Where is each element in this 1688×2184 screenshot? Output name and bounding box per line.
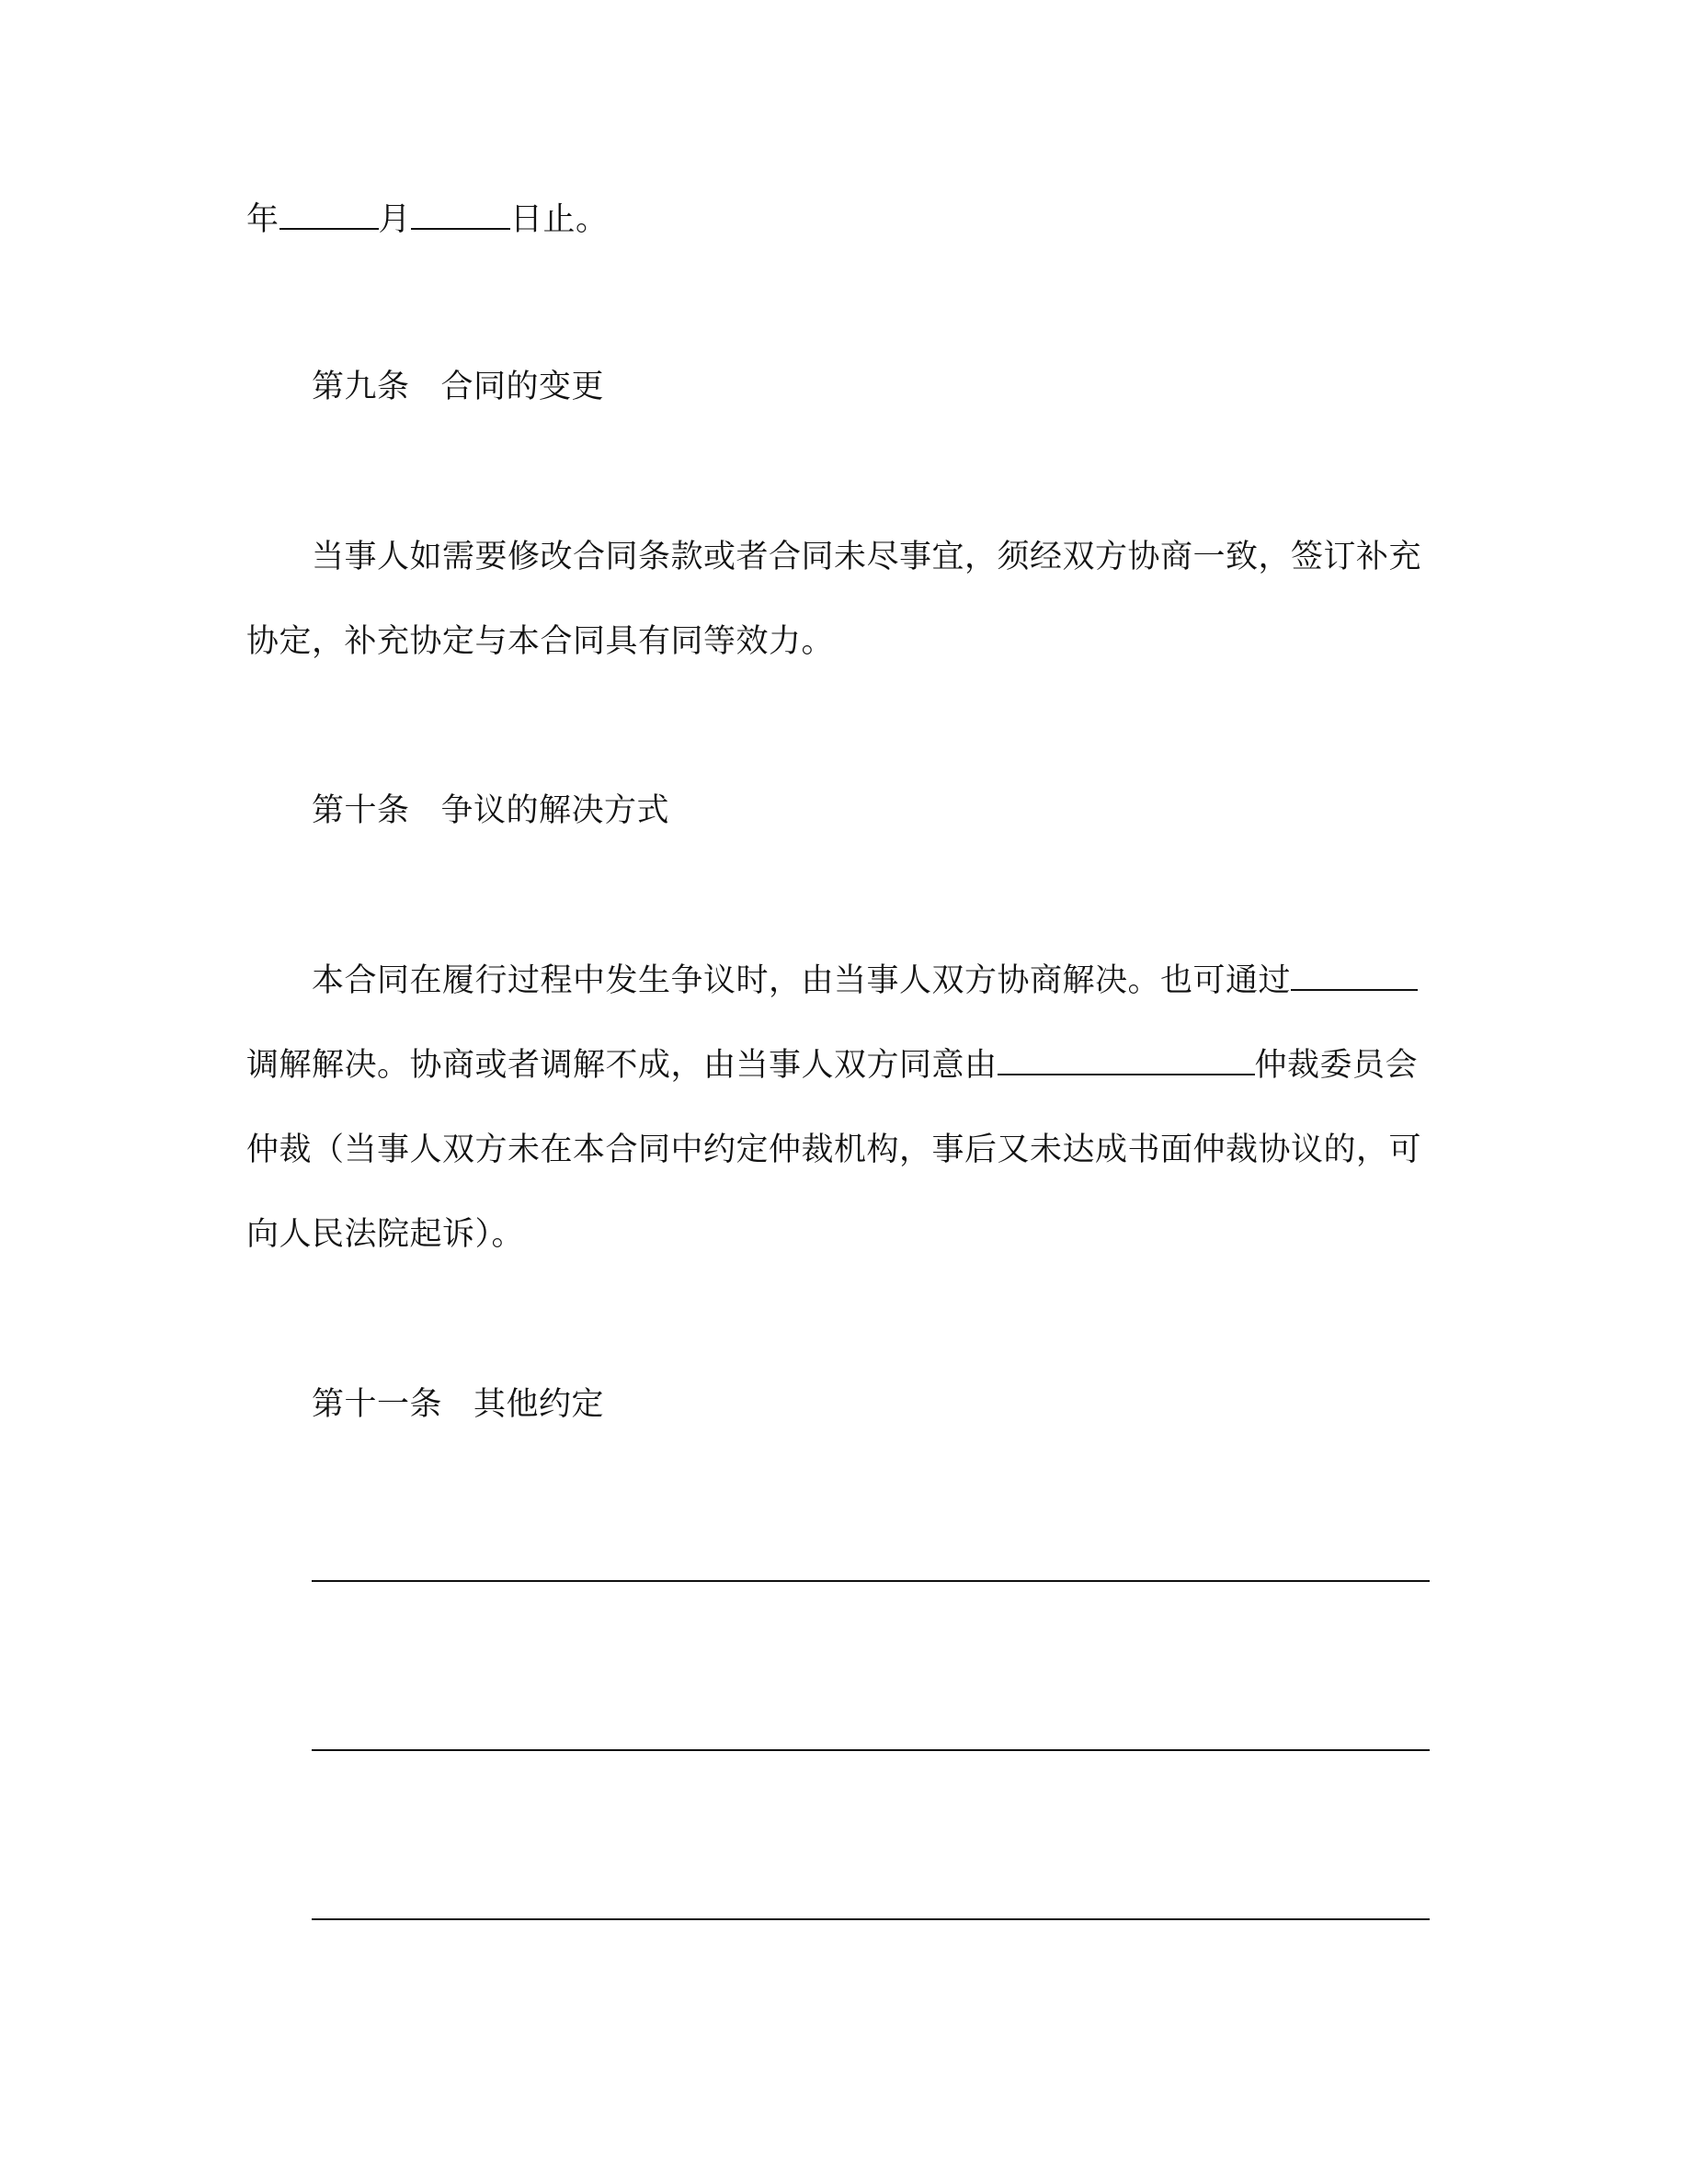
article-11-title: 其他约定 <box>473 1386 605 1423</box>
article-9-paragraph-line-2: 协定，补充协定与本合同具有同等效力。 <box>246 623 835 660</box>
other-terms-blank-line-1[interactable] <box>312 1580 1430 1582</box>
mediator-blank[interactable] <box>1291 961 1418 991</box>
year-text: 年 <box>246 201 279 238</box>
article-10-line-4: 向人民法院起诉）。 <box>246 1216 525 1253</box>
other-terms-blank-line-2[interactable] <box>312 1749 1430 1751</box>
article-10-line-2-text: 调解解决。协商或者调解不成，由当事人双方同意由 <box>246 1047 998 1084</box>
month-blank[interactable] <box>279 200 379 230</box>
article-9-number: 第九条 <box>312 369 410 405</box>
article-9-title: 合同的变更 <box>440 369 605 405</box>
date-end-line <box>246 199 609 241</box>
article-10-line-2 <box>246 1044 1418 1086</box>
article-10-line-2-suffix: 仲裁委员会 <box>1254 1047 1419 1084</box>
article-11-number: 第十一条 <box>312 1386 443 1423</box>
day-blank[interactable] <box>411 200 510 230</box>
article-10-line-1 <box>312 960 1418 1002</box>
article-9-heading <box>312 366 604 408</box>
arbitration-committee-blank[interactable] <box>998 1046 1255 1075</box>
article-9-paragraph-line-1: 当事人如需要修改合同条款或者合同未尽事宜，须经双方协商一致，签订补充 <box>312 539 1422 575</box>
article-10-line-1-text: 本合同在履行过程中发生争议时，由当事人双方协商解决。也可通过 <box>312 962 1292 999</box>
article-10-heading <box>312 790 669 832</box>
month-text: 月 <box>378 201 412 238</box>
article-11-heading <box>312 1383 604 1426</box>
article-10-title: 争议的解决方式 <box>440 792 670 829</box>
other-terms-blank-line-3[interactable] <box>312 1918 1430 1920</box>
article-10-line-3: 仲裁（当事人双方未在本合同中约定仲裁机构，事后又未达成书面仲裁协议的，可 <box>246 1132 1422 1168</box>
article-10-number: 第十条 <box>312 792 410 829</box>
day-text: 日止。 <box>510 201 609 238</box>
